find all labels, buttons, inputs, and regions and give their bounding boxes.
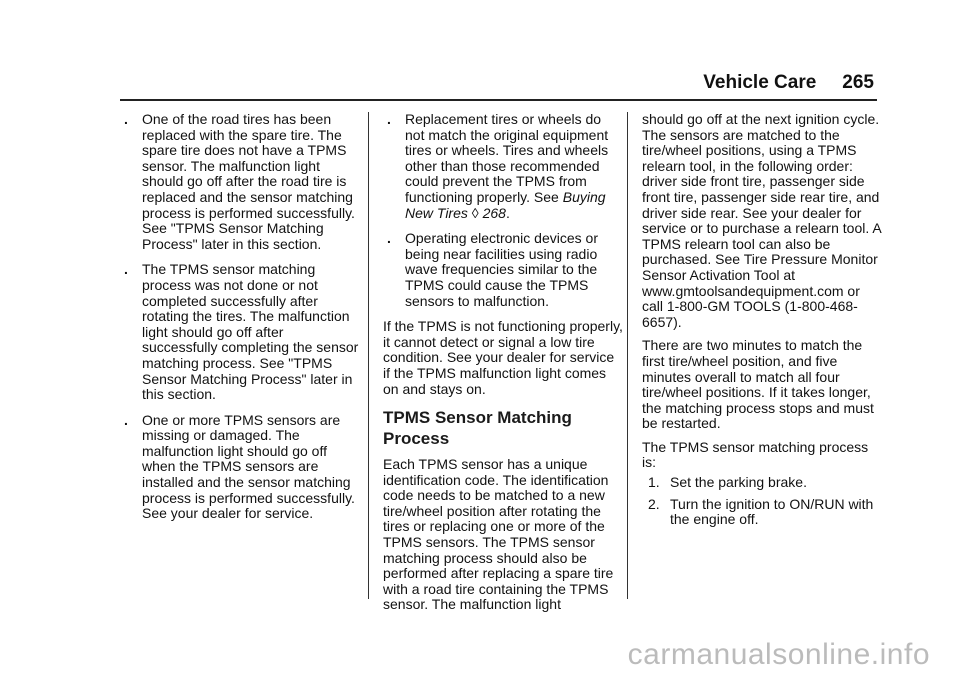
list-item bbox=[120, 112, 360, 252]
list-item-text: Replacement tires or wheels do not match the original equipment tires or wheels. Tires and wheels other than those recommended could prevent the TPMS from functioning properly. See bbox=[405, 111, 609, 205]
list-item-text: One of the road tires has been replaced with the spare tire. The spare tire does not have a TPMS sensor. The malfunction light should go off after the road tire is replaced and the sensor matching process is performed successfully. See "TPMS Sensor Matching Process" later in this section. bbox=[142, 111, 355, 252]
list-item bbox=[120, 262, 360, 402]
list-item bbox=[383, 112, 623, 221]
header-rule bbox=[120, 99, 877, 101]
step-text: Turn the ignition to ON/RUN with the engine off. bbox=[670, 495, 874, 528]
page-header bbox=[703, 72, 874, 94]
bullet-marker: . bbox=[124, 411, 128, 428]
column-divider bbox=[368, 112, 369, 599]
watermark: carmanualsonline.info bbox=[627, 638, 930, 671]
step-number: 2. bbox=[648, 495, 660, 512]
paragraph: Each TPMS sensor has a unique identification code. The identification code needs to be matched to a new tire/wheel position after rotating the tires or replacing one or more of the TPMS sensors. The TPMS sensor matching process should also be performed after replacing a spare tire with a road tire containing the TPMS sensor. The malfunction light bbox=[383, 456, 614, 613]
paragraph: There are two minutes to match the first tire/wheel position, and five minutes overall to match all four tire/wheel positions. If it takes longer, the matching process stops and must be restarted. bbox=[642, 337, 874, 432]
paragraph: should go off at the next ignition cycle. The sensors are matched to the tire/wheel positions, using a TPMS relearn tool, in the following order: driver side front tire, passenger side front tire, passenger side rear tire, and driver side rear. See your dealer for service or to purchase a relearn tool. A TPMS relearn tool can also be purchased. See Tire Pressure Monitor Sensor Activation Tool at www.gmtoolsandequipment.com or call 1-800-GM TOOLS (1-800-468-6657). bbox=[642, 111, 881, 330]
column-divider bbox=[627, 112, 628, 599]
step-number: 1. bbox=[648, 474, 660, 491]
cross-reference-page[interactable]: 268 bbox=[482, 204, 506, 221]
bullet-marker: . bbox=[387, 230, 391, 247]
list-item-text: The TPMS sensor matching process was not done or not completed successfully after rotating the tires. The malfunction light should go off after successfully completing the sensor matching process. See "TPMS Sensor Matching Process" later in this section. bbox=[142, 261, 359, 403]
list-item-text: One or more TPMS sensors are missing or damaged. The malfunction light should go off when the TPMS sensors are installed and the sensor matching process is performed successfully. See your dealer for service. bbox=[142, 411, 355, 522]
section-heading: TPMS Sensor Matching Process bbox=[383, 408, 572, 449]
column-1 bbox=[120, 112, 360, 532]
bullet-marker: . bbox=[387, 111, 391, 127]
step-text: Set the parking brake. bbox=[670, 474, 807, 491]
page-number: 265 bbox=[842, 72, 874, 93]
column-3 bbox=[642, 112, 882, 534]
cross-reference-link[interactable]: Buying New Tires bbox=[405, 188, 606, 221]
step-item bbox=[642, 475, 882, 491]
list-item bbox=[120, 413, 360, 522]
paragraph: If the TPMS is not functioning properly, it cannot detect or signal a low tire condition. See your dealer for service if the TPMS malfunction light comes on and stays on. bbox=[383, 318, 623, 397]
page-ref-icon: ◊ bbox=[471, 204, 479, 221]
step-item bbox=[642, 497, 882, 528]
list-item-text: Operating electronic devices or being near facilities using radio wave frequencies similar to the TPMS could cause the TPMS sensors to malfunction. bbox=[405, 230, 598, 309]
sentence-end: . bbox=[505, 204, 510, 221]
paragraph: The TPMS sensor matching process is: bbox=[642, 438, 869, 471]
bullet-marker: . bbox=[124, 261, 128, 278]
column-2 bbox=[383, 112, 623, 621]
section-title: Vehicle Care bbox=[703, 72, 817, 93]
bullet-marker: . bbox=[124, 111, 128, 127]
list-item bbox=[383, 231, 623, 309]
